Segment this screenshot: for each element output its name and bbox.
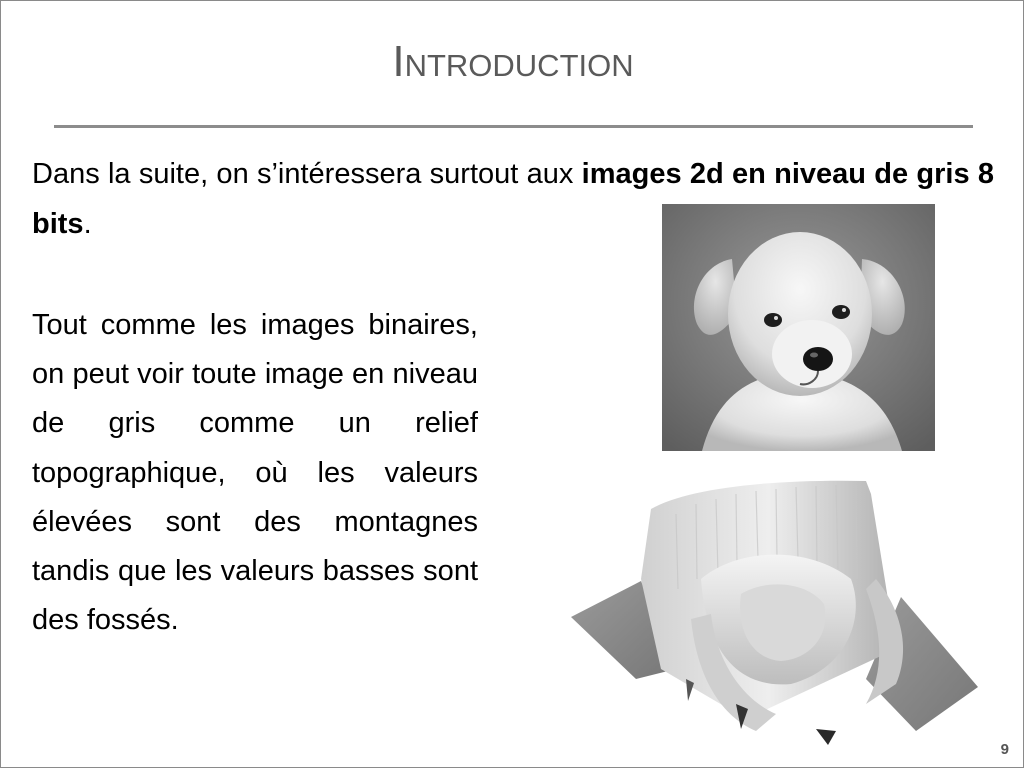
- puppy-grayscale-photo: [662, 204, 935, 451]
- intro-text: Dans la suite, on s’intéressera surtout aux: [32, 158, 582, 190]
- slide-title: Introduction: [392, 37, 634, 86]
- body-paragraph: Tout comme les images binaires, on peut voir toute image en niveau de gris comme un relief topographique, où les valeurs élevées sont des montagnes tandis que les valeurs basses sont des fossés.: [32, 309, 478, 637]
- title-divider: [54, 125, 973, 128]
- topographic-relief-image: [566, 469, 981, 761]
- intro-end: .: [83, 208, 92, 240]
- page-number: 9: [1000, 741, 1009, 758]
- intro-bold-text: images 2d en niveau de gris 8 bits: [32, 158, 994, 240]
